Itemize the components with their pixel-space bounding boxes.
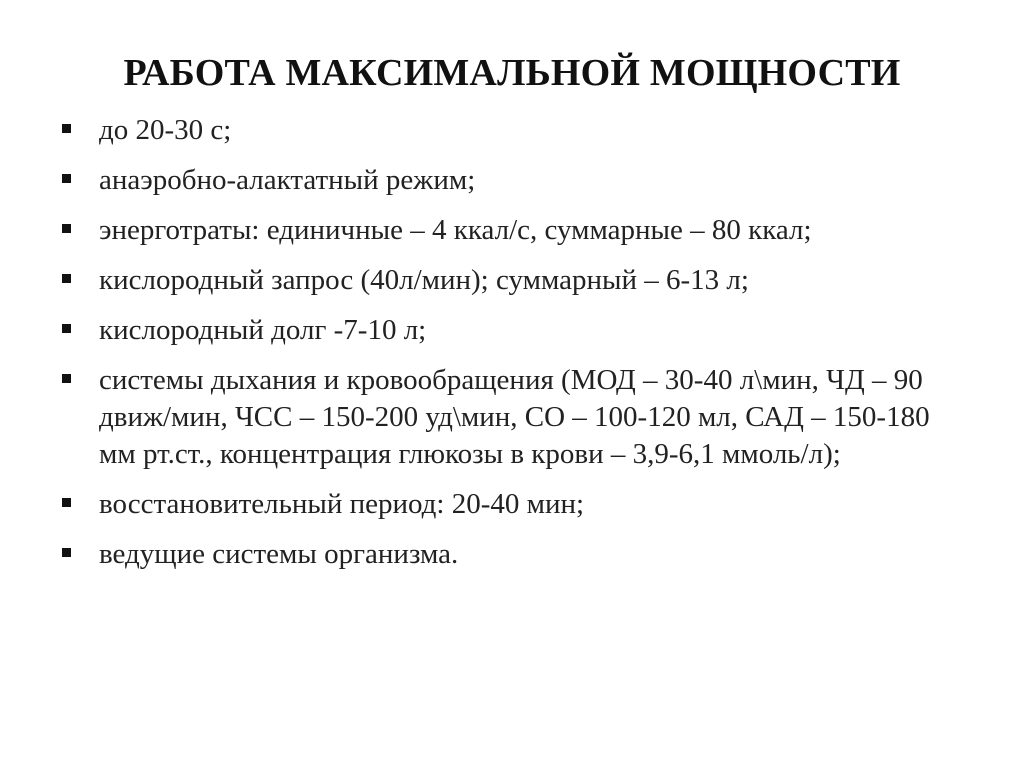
square-bullet-icon xyxy=(62,374,71,383)
bullet-text: ведущие системы организма. xyxy=(99,538,459,570)
bullet-item xyxy=(62,362,962,473)
bullet-item xyxy=(62,312,962,349)
square-bullet-icon xyxy=(62,224,71,233)
bullet-text: энерготраты: единичные – 4 ккал/с, суммарные – 80 ккал; xyxy=(99,214,812,246)
bullet-item xyxy=(62,262,962,299)
bullet-text: системы дыхания и кровообращения (МОД – 30-40 л\мин, ЧД – 90 движ/мин, ЧСС – 150-200 уд\мин, СО – 100-120 мл, САД – 150-180 мм рт.ст., концентрация глюкозы в крови – 3,9-6,1 ммоль/л); xyxy=(99,364,930,470)
square-bullet-icon xyxy=(62,124,71,133)
bullet-text: до 20-30 с; xyxy=(99,114,232,146)
slide-title: РАБОТА МАКСИМАЛЬНОЙ МОЩНОСТИ xyxy=(123,52,901,94)
bullet-item xyxy=(62,162,962,199)
bullet-item xyxy=(62,112,962,149)
square-bullet-icon xyxy=(62,498,71,507)
square-bullet-icon xyxy=(62,548,71,557)
bullet-text: восстановительный период: 20-40 мин; xyxy=(99,488,585,520)
bullet-text: кислородный запрос (40л/мин); суммарный – 6-13 л; xyxy=(99,264,749,296)
bullet-item xyxy=(62,536,962,573)
bullet-item xyxy=(62,212,962,249)
bullet-text: анаэробно-алактатный режим; xyxy=(99,164,476,196)
bullet-item xyxy=(62,486,962,523)
bullet-list xyxy=(62,112,962,586)
square-bullet-icon xyxy=(62,324,71,333)
square-bullet-icon xyxy=(62,274,71,283)
square-bullet-icon xyxy=(62,174,71,183)
bullet-text: кислородный долг -7-10 л; xyxy=(99,314,427,346)
